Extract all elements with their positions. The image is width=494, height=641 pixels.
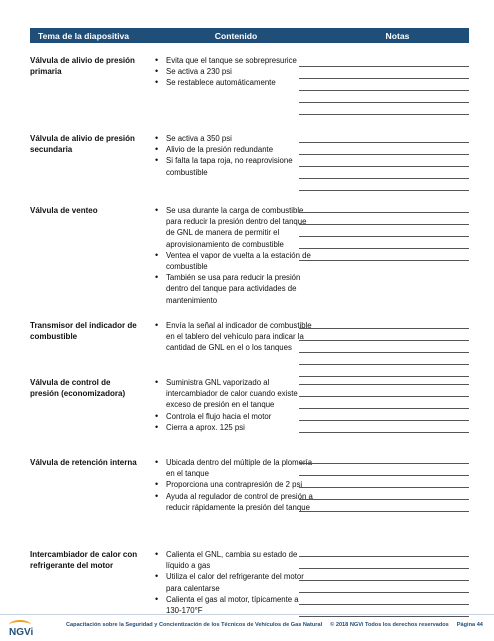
list-item: • Calienta el GNL, cambia su estado de líquido a gas [155,549,313,571]
list-item: • Suministra GNL vaporizado al intercambiador de calor cuando existe exceso de presión en el tanque [155,377,313,411]
list-item: • También se usa para reducir la presión dentro del tanque para actividades de mantenimiento [155,272,313,306]
list-item: • Ubicada dentro del múltiple de la plomería en el tanque [155,457,313,479]
notes-lines[interactable] [299,201,469,261]
slide-topic: Válvula de alivio de presión primaria [30,56,135,76]
notes-lines[interactable] [299,373,469,433]
slide-topic: Válvula de control de presión (economizadora) [30,378,126,398]
notes-lines[interactable] [299,452,469,512]
list-item: • Cierra a aprox. 125 psi [155,422,313,433]
content-list [142,133,313,205]
list-item: • Se restablece automáticamente [155,77,313,88]
header-content: Contenido [214,30,258,41]
page-footer [0,614,494,641]
content-list [142,549,313,619]
content-list [142,457,313,549]
notes-lines[interactable] [299,317,469,377]
list-item: • Utiliza el calor del refrigerante del motor para calentarse [155,571,313,593]
list-item: • Alivio de la presión redundante [155,144,313,155]
list-item: • Proporciona una contrapresión de 2 psi [155,479,313,490]
list-item: • Ayuda al regulador de control de presión a reducir rápidamente la presión del tanque [155,491,313,513]
table-row [30,320,469,377]
content-list [142,320,313,377]
ngvi-logo [8,620,36,640]
table-row [30,133,469,205]
slide-topic: Válvula de venteo [30,206,98,215]
table [30,28,469,619]
course-title: Capacitación sobre la Seguridad y Concientización de los Técnicos de Vehículos de Gas Natural [66,622,323,628]
notes-lines[interactable] [299,55,469,115]
content-list [142,55,313,125]
list-item: • Envía la señal al indicador de combustible en el tablero del vehículo para indicar la cantidad de GNL en el o los tanques [155,320,313,354]
list-item: • Calienta el gas al motor, típicamente a 130-170°F [155,594,313,616]
list-item: • Si falta la tapa roja, no reaprovisione combustible [155,155,313,177]
table-row [30,377,469,457]
slide-topic: Transmisor del indicador de combustible [30,321,137,341]
header-notes: Notas [385,30,410,41]
table-row [30,457,469,549]
slide-topic: Válvula de alivio de presión secundaria [30,134,135,154]
list-item: • Controla el flujo hacia el motor [155,411,313,422]
page-number: Página 44 [456,622,483,628]
logo-text: NGVi [9,627,34,638]
list-item: • Se usa durante la carga de combustible para reducir la presión dentro del tanque de GNL de manera de permitir el aprovisionamiento de combustible [155,205,313,250]
table-row [30,549,469,619]
copyright: © 2018 NGVi Todos los derechos reservados [330,622,449,628]
list-item: • Se activa a 230 psi [155,66,313,77]
list-item: • Evita que el tanque se sobrepresurice [155,55,313,66]
slide-topic: Válvula de retención interna [30,458,137,467]
notes-lines[interactable] [299,131,469,191]
table-row [30,55,469,125]
header-topic: Tema de la diapositiva [38,30,130,41]
content-list [142,205,313,320]
content-list [142,377,313,457]
list-item: • Se activa a 350 psi [155,133,313,144]
slide-topic: Intercambiador de calor con refrigerante del motor [30,550,138,570]
table-header [30,28,469,43]
notes-lines[interactable] [299,545,469,617]
table-row [30,205,469,320]
list-item: • Ventea el vapor de vuelta a la estación de combustible [155,250,313,272]
footer-text [66,622,483,628]
